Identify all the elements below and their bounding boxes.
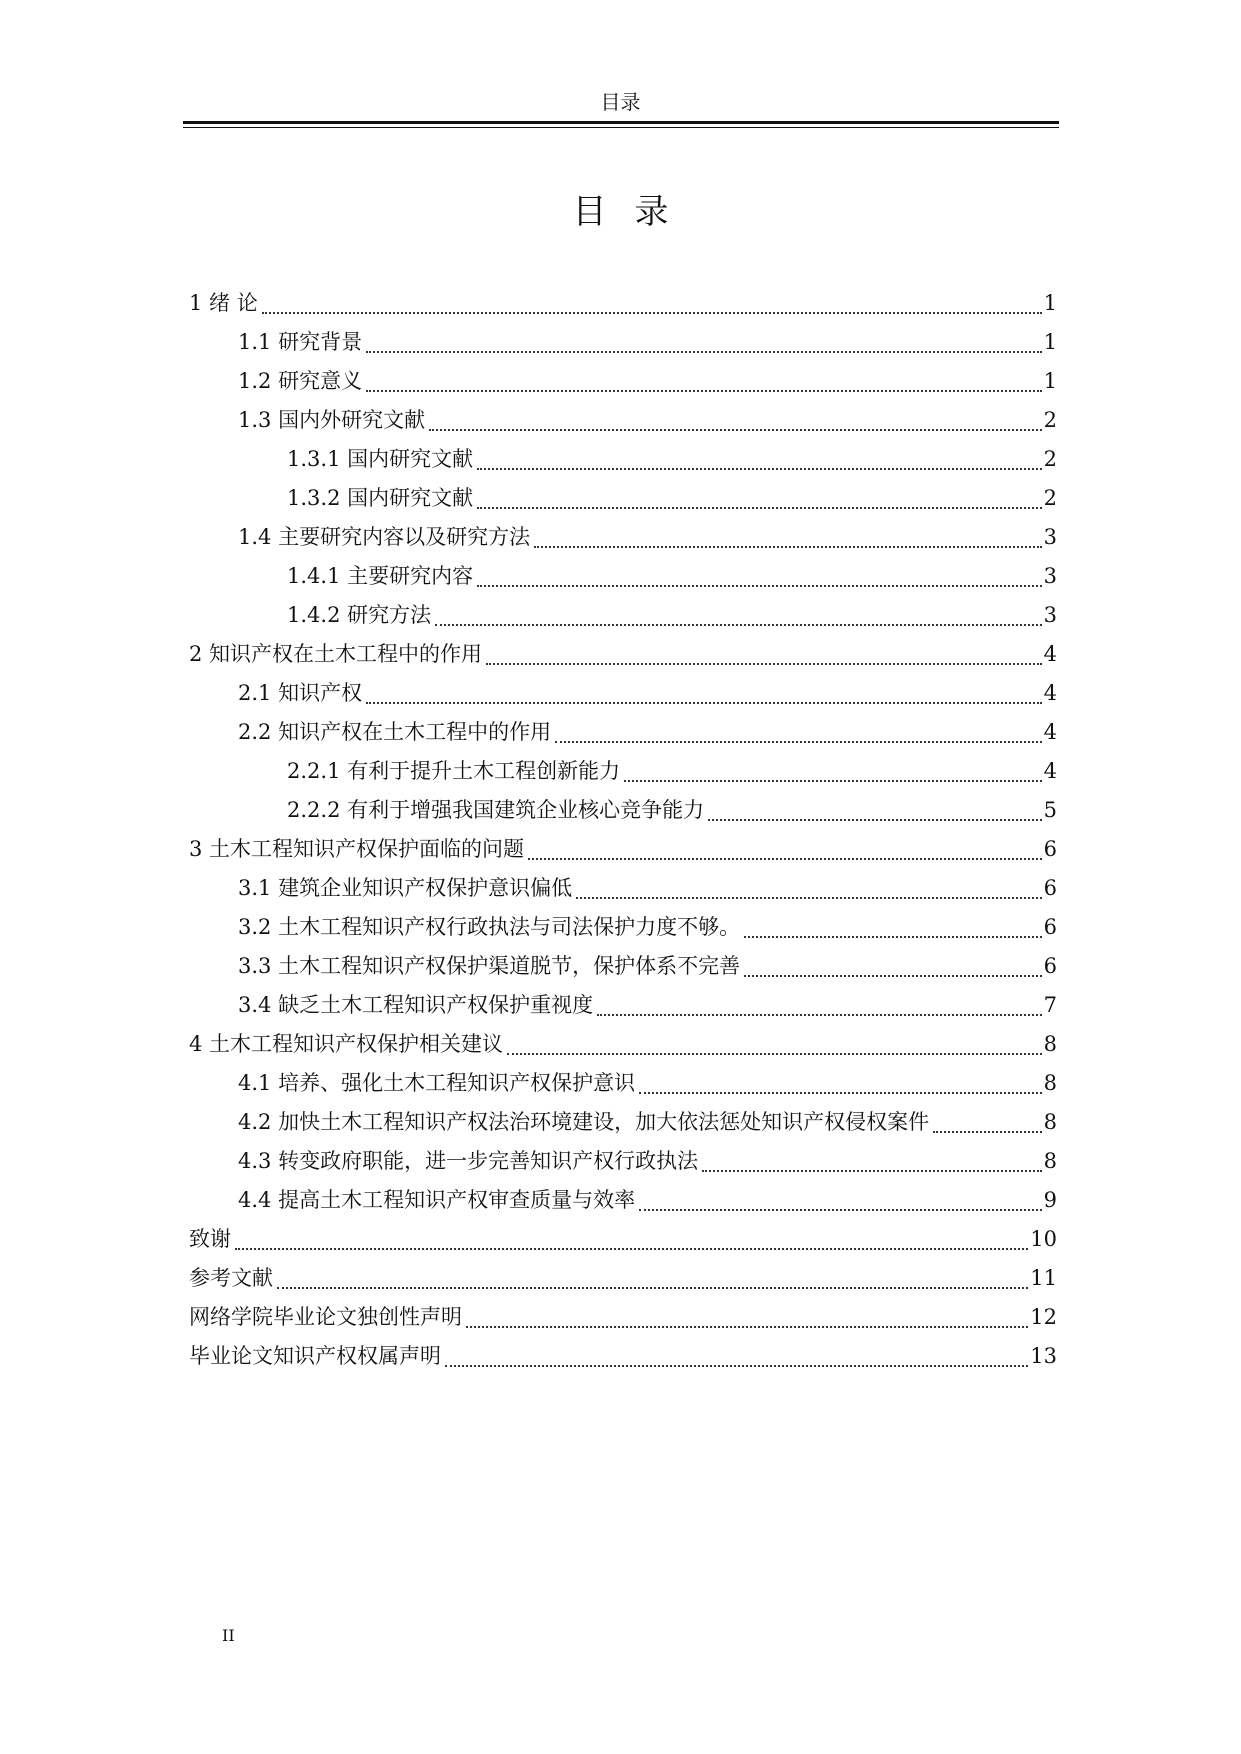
toc-entry-page: 4 xyxy=(1043,681,1057,705)
toc-entry-page: 2 xyxy=(1043,408,1057,432)
toc-entry-label: 2.2.1 有利于提升土木工程创新能力 xyxy=(287,759,621,783)
toc-entry-label: 1.1 研究背景 xyxy=(238,330,363,354)
toc-entry-page: 1 xyxy=(1043,330,1057,354)
toc-entry[interactable] xyxy=(189,713,1057,752)
toc-entry-label: 1.3.2 国内研究文献 xyxy=(287,486,474,510)
toc-dot-leader xyxy=(477,507,1042,509)
toc-entry-page: 2 xyxy=(1043,447,1057,471)
toc-entry[interactable] xyxy=(189,752,1057,791)
toc-entry[interactable] xyxy=(189,518,1057,557)
toc-entry-page: 6 xyxy=(1043,837,1057,861)
toc-entry-page: 9 xyxy=(1043,1188,1057,1212)
toc-entry-page: 4 xyxy=(1043,720,1057,744)
toc-entry-label: 3.2 土木工程知识产权行政执法与司法保护力度不够。 xyxy=(238,915,741,939)
toc-entry[interactable] xyxy=(189,635,1057,674)
toc-dot-leader xyxy=(366,702,1042,704)
toc-entry-page: 2 xyxy=(1043,486,1057,510)
toc-entry-label: 4 土木工程知识产权保护相关建议 xyxy=(189,1032,504,1056)
toc-dot-leader xyxy=(528,858,1042,860)
toc-entry-label: 4.4 提高土木工程知识产权审查质量与效率 xyxy=(238,1188,636,1212)
toc-entry[interactable] xyxy=(189,791,1057,830)
toc-entry-label: 致谢 xyxy=(189,1227,231,1251)
toc-dot-leader xyxy=(366,351,1042,353)
toc-entry-page: 8 xyxy=(1043,1149,1057,1173)
toc-entry-page: 3 xyxy=(1043,525,1057,549)
toc-entry-page: 5 xyxy=(1043,798,1057,822)
toc-entry[interactable] xyxy=(189,596,1057,635)
toc-dot-leader xyxy=(702,1170,1042,1172)
toc-entry-page: 8 xyxy=(1043,1110,1057,1134)
toc-dot-leader xyxy=(933,1131,1042,1133)
toc-entry-label: 3.3 土木工程知识产权保护渠道脱节，保护体系不完善 xyxy=(238,954,741,978)
toc-entry-label: 1.4.1 主要研究内容 xyxy=(287,564,474,588)
toc-entry-page: 13 xyxy=(1030,1344,1057,1368)
toc-dot-leader xyxy=(576,897,1042,899)
toc-entry[interactable] xyxy=(189,557,1057,596)
toc-dot-leader xyxy=(507,1053,1042,1055)
toc-entry-label: 1.3.1 国内研究文献 xyxy=(287,447,474,471)
toc-entry-page: 8 xyxy=(1043,1071,1057,1095)
toc-entry-page: 12 xyxy=(1030,1305,1057,1329)
toc-entry[interactable] xyxy=(189,1181,1057,1220)
toc-entry[interactable] xyxy=(189,362,1057,401)
toc-entry-label: 1.4 主要研究内容以及研究方法 xyxy=(238,525,531,549)
running-header: 目录 xyxy=(600,90,641,114)
toc-dot-leader xyxy=(429,429,1042,431)
toc-entry[interactable] xyxy=(189,1337,1057,1376)
toc-entry-page: 4 xyxy=(1043,759,1057,783)
header-rule-thick xyxy=(183,121,1059,124)
toc-entry[interactable] xyxy=(189,908,1057,947)
toc-entry[interactable] xyxy=(189,479,1057,518)
toc-dot-leader xyxy=(624,780,1042,782)
toc-dot-leader xyxy=(466,1326,1028,1328)
toc-entry[interactable] xyxy=(189,1259,1057,1298)
toc-entry-label: 1.4.2 研究方法 xyxy=(287,603,432,627)
toc-entry[interactable] xyxy=(189,869,1057,908)
toc-entry-page: 8 xyxy=(1043,1032,1057,1056)
toc-entry-label: 2.2 知识产权在土木工程中的作用 xyxy=(238,720,552,744)
toc-dot-leader xyxy=(366,390,1042,392)
toc-entry[interactable] xyxy=(189,440,1057,479)
toc-entry-page: 10 xyxy=(1030,1227,1057,1251)
toc-dot-leader xyxy=(639,1209,1042,1211)
toc-entry-page: 6 xyxy=(1043,876,1057,900)
toc-entry-label: 1.3 国内外研究文献 xyxy=(238,408,426,432)
toc-entry[interactable] xyxy=(189,1103,1057,1142)
toc-entry-page: 6 xyxy=(1043,915,1057,939)
toc-entry-label: 4.1 培养、强化土木工程知识产权保护意识 xyxy=(238,1071,636,1095)
toc-dot-leader xyxy=(744,975,1042,977)
toc-dot-leader xyxy=(597,1014,1042,1016)
toc-entry[interactable] xyxy=(189,830,1057,869)
toc-dot-leader xyxy=(477,585,1042,587)
toc-dot-leader xyxy=(486,663,1042,665)
toc-entry-page: 3 xyxy=(1043,564,1057,588)
toc-dot-leader xyxy=(235,1248,1028,1250)
toc-dot-leader xyxy=(445,1365,1028,1367)
toc-entry-label: 4.2 加快土木工程知识产权法治环境建设，加大依法惩处知识产权侵权案件 xyxy=(238,1110,930,1134)
toc-entry[interactable] xyxy=(189,1025,1057,1064)
toc-entry-page: 3 xyxy=(1043,603,1057,627)
toc-dot-leader xyxy=(277,1287,1028,1289)
toc-entry[interactable] xyxy=(189,1142,1057,1181)
toc-entry-label: 毕业论文知识产权权属声明 xyxy=(189,1344,441,1368)
toc-entry-label: 2 知识产权在土木工程中的作用 xyxy=(189,642,483,666)
toc-entry[interactable] xyxy=(189,1298,1057,1337)
toc-entry-page: 1 xyxy=(1043,291,1057,315)
toc-entry[interactable] xyxy=(189,986,1057,1025)
toc-entry-label: 1.2 研究意义 xyxy=(238,369,363,393)
toc-entry-label: 参考文献 xyxy=(189,1266,273,1290)
toc-entry-page: 1 xyxy=(1043,369,1057,393)
toc-dot-leader xyxy=(639,1092,1042,1094)
toc-entry[interactable] xyxy=(189,1220,1057,1259)
toc-entry[interactable] xyxy=(189,401,1057,440)
toc-dot-leader xyxy=(477,468,1042,470)
page-number: II xyxy=(222,1626,235,1645)
toc-entry[interactable] xyxy=(189,674,1057,713)
table-of-contents xyxy=(189,284,1057,1376)
toc-entry[interactable] xyxy=(189,284,1057,323)
toc-entry-page: 11 xyxy=(1030,1266,1057,1290)
toc-dot-leader xyxy=(534,546,1042,548)
toc-entry-label: 网络学院毕业论文独创性声明 xyxy=(189,1305,462,1329)
toc-entry-page: 4 xyxy=(1043,642,1057,666)
toc-entry-label: 3.1 建筑企业知识产权保护意识偏低 xyxy=(238,876,573,900)
toc-entry-page: 7 xyxy=(1043,993,1057,1017)
toc-dot-leader xyxy=(744,936,1042,938)
toc-entry-label: 2.1 知识产权 xyxy=(238,681,363,705)
toc-entry-label: 3 土木工程知识产权保护面临的问题 xyxy=(189,837,525,861)
toc-entry-label: 3.4 缺乏土木工程知识产权保护重视度 xyxy=(238,993,594,1017)
header-rule-thin xyxy=(183,127,1059,128)
toc-entry-label: 2.2.2 有利于增强我国建筑企业核心竞争能力 xyxy=(287,798,705,822)
toc-entry-label: 1 绪 论 xyxy=(189,291,258,315)
toc-dot-leader xyxy=(262,312,1042,314)
toc-title: 目录 xyxy=(572,192,697,232)
toc-entry-page: 6 xyxy=(1043,954,1057,978)
toc-entry[interactable] xyxy=(189,1064,1057,1103)
toc-dot-leader xyxy=(708,819,1042,821)
toc-dot-leader xyxy=(555,741,1042,743)
toc-entry-label: 4.3 转变政府职能，进一步完善知识产权行政执法 xyxy=(238,1149,699,1173)
toc-entry[interactable] xyxy=(189,323,1057,362)
toc-entry[interactable] xyxy=(189,947,1057,986)
toc-dot-leader xyxy=(435,624,1042,626)
